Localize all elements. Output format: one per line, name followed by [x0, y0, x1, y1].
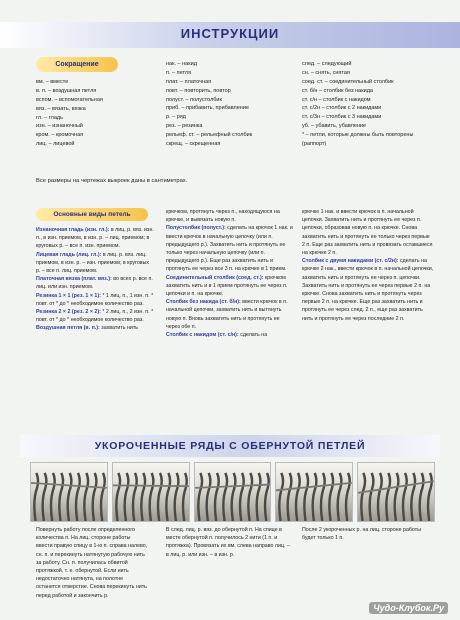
stitch-shape: [51, 473, 55, 521]
short-rows-col-1: [36, 526, 148, 600]
stitch-shape: [313, 473, 317, 521]
loop-term: Резинка 1 × 1 (рез. 1 × 1):: [36, 292, 101, 299]
stitch-shape: [240, 473, 244, 521]
loop-definition: [166, 208, 294, 224]
short-rows-col-3: [302, 526, 430, 542]
stitch-shape: [288, 473, 292, 521]
knitting-illustration: [276, 463, 352, 521]
loop-text: сделать на крючке 2 нак., ввести крючок в п. начальной цепочки, захватить нить и протянуть ее через п. цепочки. Захватить нить и протянуть ее через первые 2 п. на крючке. Снова захватить нить и протянуть через первые 2 п. на крючке. Еще раз захватить нить и протянуть ее через след. 2 п., еще раз захватить нить и протянуть ее через последние 2 п.: [302, 258, 434, 322]
abbreviation-item: приб. – прибавить, прибавление: [166, 105, 249, 112]
loop-text: крючком, протянуть через п., находящуюся на крючке, и вывязать новую п.: [166, 209, 280, 224]
loop-text: * 2 лиц. п., 2 изн. п. * повт. от * до * необходимое количество раз.: [36, 309, 154, 324]
abbreviation-item: уб. – убавить, убавление: [302, 123, 367, 130]
abbreviation-item: в. п. – воздушная петля: [36, 87, 97, 94]
stitch-shape: [206, 473, 210, 521]
loop-term: Столбик без накида (ст. б/н):: [166, 299, 241, 306]
loop-term: Резинка 2 × 2 (рез. 2 × 2):: [36, 309, 101, 316]
step-4-photo: [275, 462, 353, 522]
abbreviation-item: рез. – резинка: [166, 123, 203, 130]
abbreviation-item: п. – петля: [166, 69, 192, 76]
loop-definition: [166, 274, 294, 299]
step-1-photo: [30, 462, 108, 522]
abbreviations-col-2: [166, 60, 252, 149]
stitch-shape: [338, 473, 342, 521]
stitch-shape: [223, 473, 227, 521]
step-3-photo: [194, 462, 272, 522]
stitch-shape: [158, 473, 162, 521]
loop-text: сделать на: [238, 332, 268, 339]
abbreviation-item: (раппорт): [302, 141, 327, 148]
loop-definition: [36, 324, 154, 332]
stitch-shape: [149, 473, 153, 521]
abbreviations-col-3: [302, 60, 413, 149]
stitch-shape: [133, 473, 137, 521]
stitch-shape: [34, 473, 38, 521]
abbreviation-item: гл. – гладь: [36, 114, 63, 121]
stitch-shape: [84, 473, 88, 521]
abbreviation-item: ст. с/2н – столбик с 2 накидами: [302, 105, 382, 112]
short-rows-text-2: В след. лиц. р. вяз. до обернутой п. На спице в месте обернутой п. получилось 2 нити (1 п. и протяжка). Провязать их вм. слева направо лиц. – в лиц. р. или изн. – в изн. р.: [166, 527, 290, 558]
abbreviation-item: р. – ряд: [166, 114, 186, 121]
stitch-shape: [198, 473, 202, 521]
abbreviation-item: соед. ст. – соединительный столбик: [302, 78, 394, 85]
loop-definition: [302, 257, 434, 323]
abbreviation-item: вм. – вместе: [36, 79, 69, 85]
step-5-photo: [357, 462, 435, 522]
stitch-shape: [101, 473, 105, 521]
loops-label: Основные виды петель: [36, 208, 148, 221]
abbreviation-item: след. – следующий: [302, 61, 352, 67]
stitch-shape: [76, 473, 80, 521]
loop-text: крючком захватить нить и в 1 прием протянуть ее через п. цепочки и п. на крючке.: [166, 274, 288, 298]
needle-shape: [113, 485, 189, 486]
stitch-shape: [248, 473, 252, 521]
loop-text: в лиц. р. вяз. лиц. приемом, в изн. р. – изн. приемом; в круговых р. – все п. лиц. приемом.: [36, 251, 150, 275]
abbreviation-item: повт. – повторить, повтор: [166, 87, 231, 94]
stitch-shape: [124, 473, 128, 521]
abbreviation-item: изн. – изнаночный: [36, 123, 83, 130]
stitch-shape: [93, 473, 97, 521]
loop-text: захватить нить: [99, 325, 139, 332]
loop-text: * 1 лиц. п., 1 изн. п. * повт. от * до * необходимое количество раз.: [36, 292, 154, 307]
abbreviation-item: ст. с/н – столбик с накидом: [302, 96, 371, 103]
loop-text: ввести крючок в п. начальной цепочки, захватить нить и вытянуть новую п. Вновь захватить нить и протянуть ее через обе п.: [166, 299, 288, 330]
stitch-shape: [231, 473, 235, 521]
stitch-shape: [166, 473, 170, 521]
loop-term: Столбик с двумя накидами (ст. с/2н):: [302, 258, 399, 265]
abbreviation-item: ст. с/3н – столбик с 3 накидами: [302, 114, 382, 121]
abbreviation-item: нак. – накид: [166, 61, 197, 67]
watermark: Чудо-Клубок.Ру: [369, 602, 448, 614]
loop-term: Воздушная петля (в. п.):: [36, 325, 100, 332]
loop-definition: [36, 251, 154, 276]
stitch-shape: [412, 473, 416, 521]
abbreviation-item: вяз. – вязать, вязка: [36, 105, 86, 112]
step-2-photo: [112, 462, 190, 522]
stitch-shape: [265, 473, 269, 521]
loop-definition: [36, 226, 154, 251]
knitting-illustration: [358, 463, 434, 521]
stitch-shape: [395, 473, 399, 521]
loop-term: Лицевая гладь (лиц. гл.):: [36, 251, 102, 258]
stitch-shape: [387, 473, 391, 521]
loop-term: Изнаночная гладь (изн. гл.):: [36, 227, 110, 233]
loop-term: Столбик с накидом (ст. с/н):: [166, 332, 239, 339]
stitch-shape: [305, 473, 309, 521]
stitch-shape: [43, 473, 47, 521]
stitch-shape: [116, 473, 120, 521]
sizes-note: Все размеры на чертежах выкроек даны в сантиметрах.: [36, 178, 188, 184]
abbreviation-item: рельеф. ст. – рельефный столбик: [166, 132, 253, 139]
stitch-shape: [215, 473, 219, 521]
stitch-shape: [256, 473, 260, 521]
loop-term: Платочная вязка (плат. вяз.):: [36, 276, 112, 283]
stitch-shape: [59, 473, 63, 521]
stitch-shape: [183, 473, 187, 521]
stitch-shape: [370, 473, 374, 521]
loops-col-1: [36, 226, 154, 333]
short-rows-title: УКОРОЧЕННЫЕ РЯДЫ С ОБЕРНУТОЙ ПЕТЛЕЙ: [94, 440, 366, 452]
stitch-shape: [174, 473, 178, 521]
loop-text: сделать на крючок 1 нак. и ввести крючок в начальную цепочку (или п. предыдущего р.). Захватить нить и протянуть ее только через начальную цепочку (или п. предыдущего р.). Еще раз захватить нить и протянуть ее через все 3 п. на крючке в 1 прием.: [166, 225, 293, 273]
abbreviation-item: скрещ. – скрещенная: [166, 141, 221, 148]
stitch-shape: [428, 473, 432, 521]
abbreviation-item: полуст. – полустолбик: [166, 96, 222, 103]
stitch-shape: [141, 473, 145, 521]
loop-definition: [36, 308, 154, 324]
abbreviation-item: вспом. – вспомогательная: [36, 96, 103, 103]
stitch-shape: [346, 473, 350, 521]
stitch-shape: [296, 473, 300, 521]
loop-definition: [166, 224, 294, 273]
loops-col-3: [302, 208, 434, 323]
stitch-shape: [420, 473, 424, 521]
loop-term: Полустолбик (полуст.):: [166, 225, 226, 232]
stitch-shape: [330, 473, 334, 521]
loops-col-2: [166, 208, 294, 339]
stitch-shape: [378, 473, 382, 521]
stitch-shape: [362, 473, 366, 521]
knitting-illustration: [195, 463, 271, 521]
loop-term: Соединительный столбик (соед. ст.):: [166, 274, 264, 281]
abbreviation-item: ст. б/н – столбик без накида: [302, 87, 373, 94]
abbreviation-item: кром. – кромочная: [36, 132, 84, 139]
short-rows-text-3: После 2 укороченных р. на лиц. стороне работы будет только 1 п.: [302, 527, 421, 542]
loop-text: во всех р. все п. лиц. или изн. приемом.: [36, 276, 153, 291]
abbreviation-item: сн. – снять, снятая: [302, 69, 350, 76]
stitch-shape: [280, 473, 284, 521]
loop-definition: [36, 275, 154, 291]
short-rows-col-2: [166, 526, 292, 559]
loop-definition: [166, 331, 294, 339]
short-rows-text-1: Повернуть работу после определенного количества п. На лиц. стороне работы ввести правую спицу в 1-ю п. справа налево, сн. п. и перекинуть натянутую рабочую нить за работу. Сн. п. получилась обвитой протяжкой, т. е. обернутой. Если нить недостаточно натянута, на полотне останется отверстие. Снова перекинуть нить перед работой и закончить р.: [36, 527, 148, 599]
abbreviation-item: * – петли, которые должны быть повторены: [302, 132, 414, 139]
abbreviations-col-1: [36, 78, 103, 149]
knitting-illustration: [31, 463, 107, 521]
abbreviations-label: Сокращение: [36, 57, 118, 72]
page-title: ИНСТРУКЦИИ: [180, 26, 280, 41]
abbreviation-item: лиц. – лицевой: [36, 141, 75, 148]
loop-definition: [36, 292, 154, 308]
loop-definition: [302, 208, 434, 257]
loop-text: крючке 1 нак. и ввести крючок в п. начальной цепочки. Захватить нить и протянуть ее через п. цепочки, образовав новую п. на крючке. Снова захватить нить и протянуть ее только через первые 2 п. Еще раз захватить нить и провязать оставшиеся на крючке 2 п.: [302, 209, 433, 257]
loop-text: в лиц. р. вяз. изн. п., в изн. приемом, в изн. р. – лиц. приемом; в круговых р. – все п. изн. приемом.: [36, 227, 154, 250]
abbreviation-item: плат. – платочная: [166, 78, 212, 85]
knitting-illustration: [113, 463, 189, 521]
loop-definition: [166, 298, 294, 331]
stitch-shape: [321, 473, 325, 521]
step-photos: [30, 462, 435, 520]
stitch-shape: [68, 473, 72, 521]
stitch-shape: [403, 473, 407, 521]
